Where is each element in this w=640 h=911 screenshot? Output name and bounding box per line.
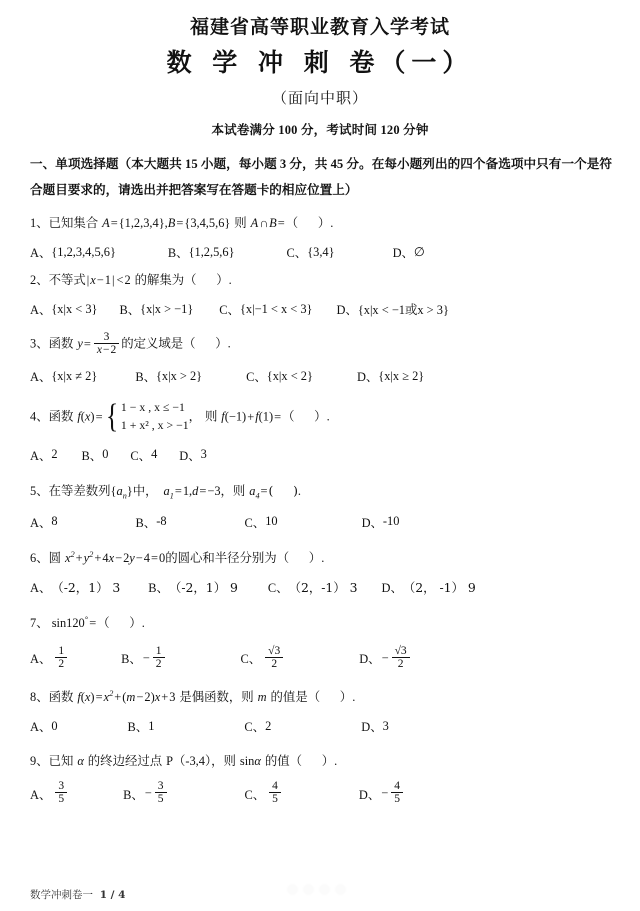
- question-8-stem: 8、函数 $f(x)=x^2+(m-2)x+3$ 是偶函数，则 m 的值是（ ）.: [30, 687, 356, 704]
- question-5-stem: 5、在等差数列$\{a_n\}$中， $a_1=1,d=-3$，则 $a_4=$( ).: [30, 482, 302, 501]
- question-2-stem: 2、不等式|x−1| <2 的解集为（ ）.: [30, 272, 232, 288]
- question-4-options: [30, 446, 612, 464]
- question-6: [30, 548, 612, 596]
- question-3: [30, 332, 612, 385]
- option-b[interactable]: B、 {x|x > 2}: [135, 368, 203, 385]
- option-b[interactable]: B、 1: [127, 718, 155, 735]
- option-c[interactable]: C、 2: [244, 718, 272, 735]
- question-8-number: 8、: [30, 689, 49, 704]
- page-audience-note: （面向中职）: [271, 89, 368, 108]
- option-c[interactable]: C、 {x|−1 < x < 3}: [219, 301, 313, 318]
- question-6-stem: 6、圆 $x^2+y^2+4x-2y-4=0$的圆心和半径分别为（ ）.: [30, 548, 325, 566]
- question-1-options: [30, 243, 612, 261]
- option-c[interactable]: C、 $\frac{4}{5}$: [245, 781, 283, 806]
- option-d[interactable]: D、 {x|x < −1或x > 3}: [336, 303, 449, 318]
- question-4-number: 4、: [30, 409, 49, 424]
- pagination-dot[interactable]: [288, 885, 297, 894]
- section-heading: 一、单项选择题（本大题共 15 小题，每小题 3 分，共 45 分。在每小题列出的四个备选项中只有一个是符合题目要求的，请选出并把答案写在答题卡的相应位置上）: [30, 157, 612, 198]
- question-1-number: 1、: [30, 215, 49, 230]
- option-a[interactable]: A、 {1,2,3,4,5,6}: [30, 244, 116, 261]
- option-b[interactable]: B、 0: [81, 447, 109, 463]
- option-b[interactable]: B、 {1,2,5,6}: [167, 244, 235, 261]
- option-b[interactable]: B、 -8: [135, 514, 167, 530]
- option-a[interactable]: A、 {x|x < 3}: [30, 301, 98, 318]
- question-3-options: [30, 367, 612, 385]
- question-1: [30, 213, 612, 261]
- question-6-options: [30, 578, 612, 596]
- option-c[interactable]: C、 {3,4}: [286, 244, 335, 261]
- option-c[interactable]: C、 10: [244, 514, 278, 530]
- option-d[interactable]: D、 -10: [361, 514, 400, 530]
- option-d[interactable]: D、 − $\frac{4}{5}$: [359, 781, 405, 806]
- question-2-number: 2、: [30, 273, 49, 288]
- option-c[interactable]: C、 $\frac{√3}{2}$: [241, 646, 286, 671]
- question-8-options: [30, 717, 612, 735]
- question-8: [30, 687, 612, 735]
- page-subtitle: 数 学 冲 刺 卷（一）: [166, 47, 474, 77]
- option-d[interactable]: D、 − $\frac{√3}{2}$: [359, 646, 411, 671]
- option-d[interactable]: D、 3: [361, 718, 389, 735]
- footer-label: 数学冲刺卷一 1 / 4: [30, 888, 126, 901]
- page-title: 福建省高等职业教育入学考试: [189, 16, 450, 38]
- question-4: [30, 397, 612, 463]
- question-7-number: 7、: [30, 616, 49, 631]
- option-b[interactable]: B、 {x|x > −1}: [119, 301, 194, 318]
- option-a[interactable]: A、 （-2，1） 3: [30, 580, 121, 596]
- option-b[interactable]: B、 − $\frac{3}{5}$: [123, 781, 168, 806]
- question-3-number: 3、: [30, 336, 49, 351]
- option-a[interactable]: A、 $\frac{1}{2}$: [30, 646, 69, 671]
- option-b[interactable]: B、 （-2，1） 9: [148, 580, 238, 596]
- question-5-options: [30, 513, 612, 531]
- question-2: [30, 270, 612, 318]
- question-7-options: [30, 646, 612, 671]
- question-6-number: 6、: [30, 551, 49, 566]
- option-a[interactable]: A、 0: [30, 718, 58, 735]
- pagination-dot[interactable]: [336, 885, 345, 894]
- pagination-dot[interactable]: [320, 885, 329, 894]
- question-9-number: 9、: [30, 754, 49, 769]
- option-d[interactable]: D、 （2， -1） 9: [381, 580, 476, 596]
- pagination-dot[interactable]: [304, 885, 313, 894]
- question-4-stem: 4、函数 f(x)= { 1 − x , x ≤ −1 1 + x² , x > −1 ， 则 f(−1)+f(1)=（ ）.: [30, 397, 330, 435]
- page-number: 1 / 4: [99, 888, 126, 901]
- question-5-number: 5、: [30, 483, 49, 498]
- option-c[interactable]: C、 4: [130, 447, 158, 463]
- option-c[interactable]: C、 {x|x < 2}: [246, 368, 313, 385]
- option-d[interactable]: D、 3: [179, 447, 207, 463]
- option-a[interactable]: A、 {x|x ≠ 2}: [30, 368, 98, 385]
- question-1-stem: 1、已知集合 A={1,2,3,4},B={3,4,5,6} 则 A∩B=（ ）.: [30, 214, 334, 230]
- option-a[interactable]: A、 2: [30, 447, 58, 463]
- option-a[interactable]: A、 8: [30, 514, 58, 530]
- question-5: [30, 481, 612, 531]
- question-9-options: [30, 781, 612, 806]
- question-2-options: [30, 300, 612, 318]
- exam-content: [0, 152, 640, 806]
- exam-info: 本试卷满分 100 分，考试时间 120 分钟: [211, 123, 429, 138]
- pagination-dots[interactable]: [288, 885, 345, 894]
- option-d[interactable]: D、 ∅: [392, 245, 425, 261]
- exam-page: [0, 16, 640, 911]
- option-a[interactable]: A、 $\frac{3}{5}$: [30, 781, 69, 806]
- question-3-stem: 3、函数 y= $\frac{3}{x-2}$ 的定义域是（ ）.: [30, 331, 231, 357]
- question-9-stem: 9、已知 α 的终边经过点 P（-3,4），则 sinα 的值（ ）.: [30, 753, 338, 769]
- question-7: [30, 613, 612, 670]
- question-9: [30, 751, 612, 806]
- question-7-stem: 7、 sin120°=（ ）.: [30, 614, 145, 631]
- page-footer: [0, 877, 640, 911]
- option-b[interactable]: B、 − $\frac{1}{2}$: [121, 646, 166, 671]
- piecewise-function: { 1 − x , x ≤ −1 1 + x² , x > −1: [105, 397, 189, 435]
- option-d[interactable]: D、 {x|x ≥ 2}: [356, 368, 425, 385]
- option-c[interactable]: C、 （2，-1） 3: [267, 580, 358, 596]
